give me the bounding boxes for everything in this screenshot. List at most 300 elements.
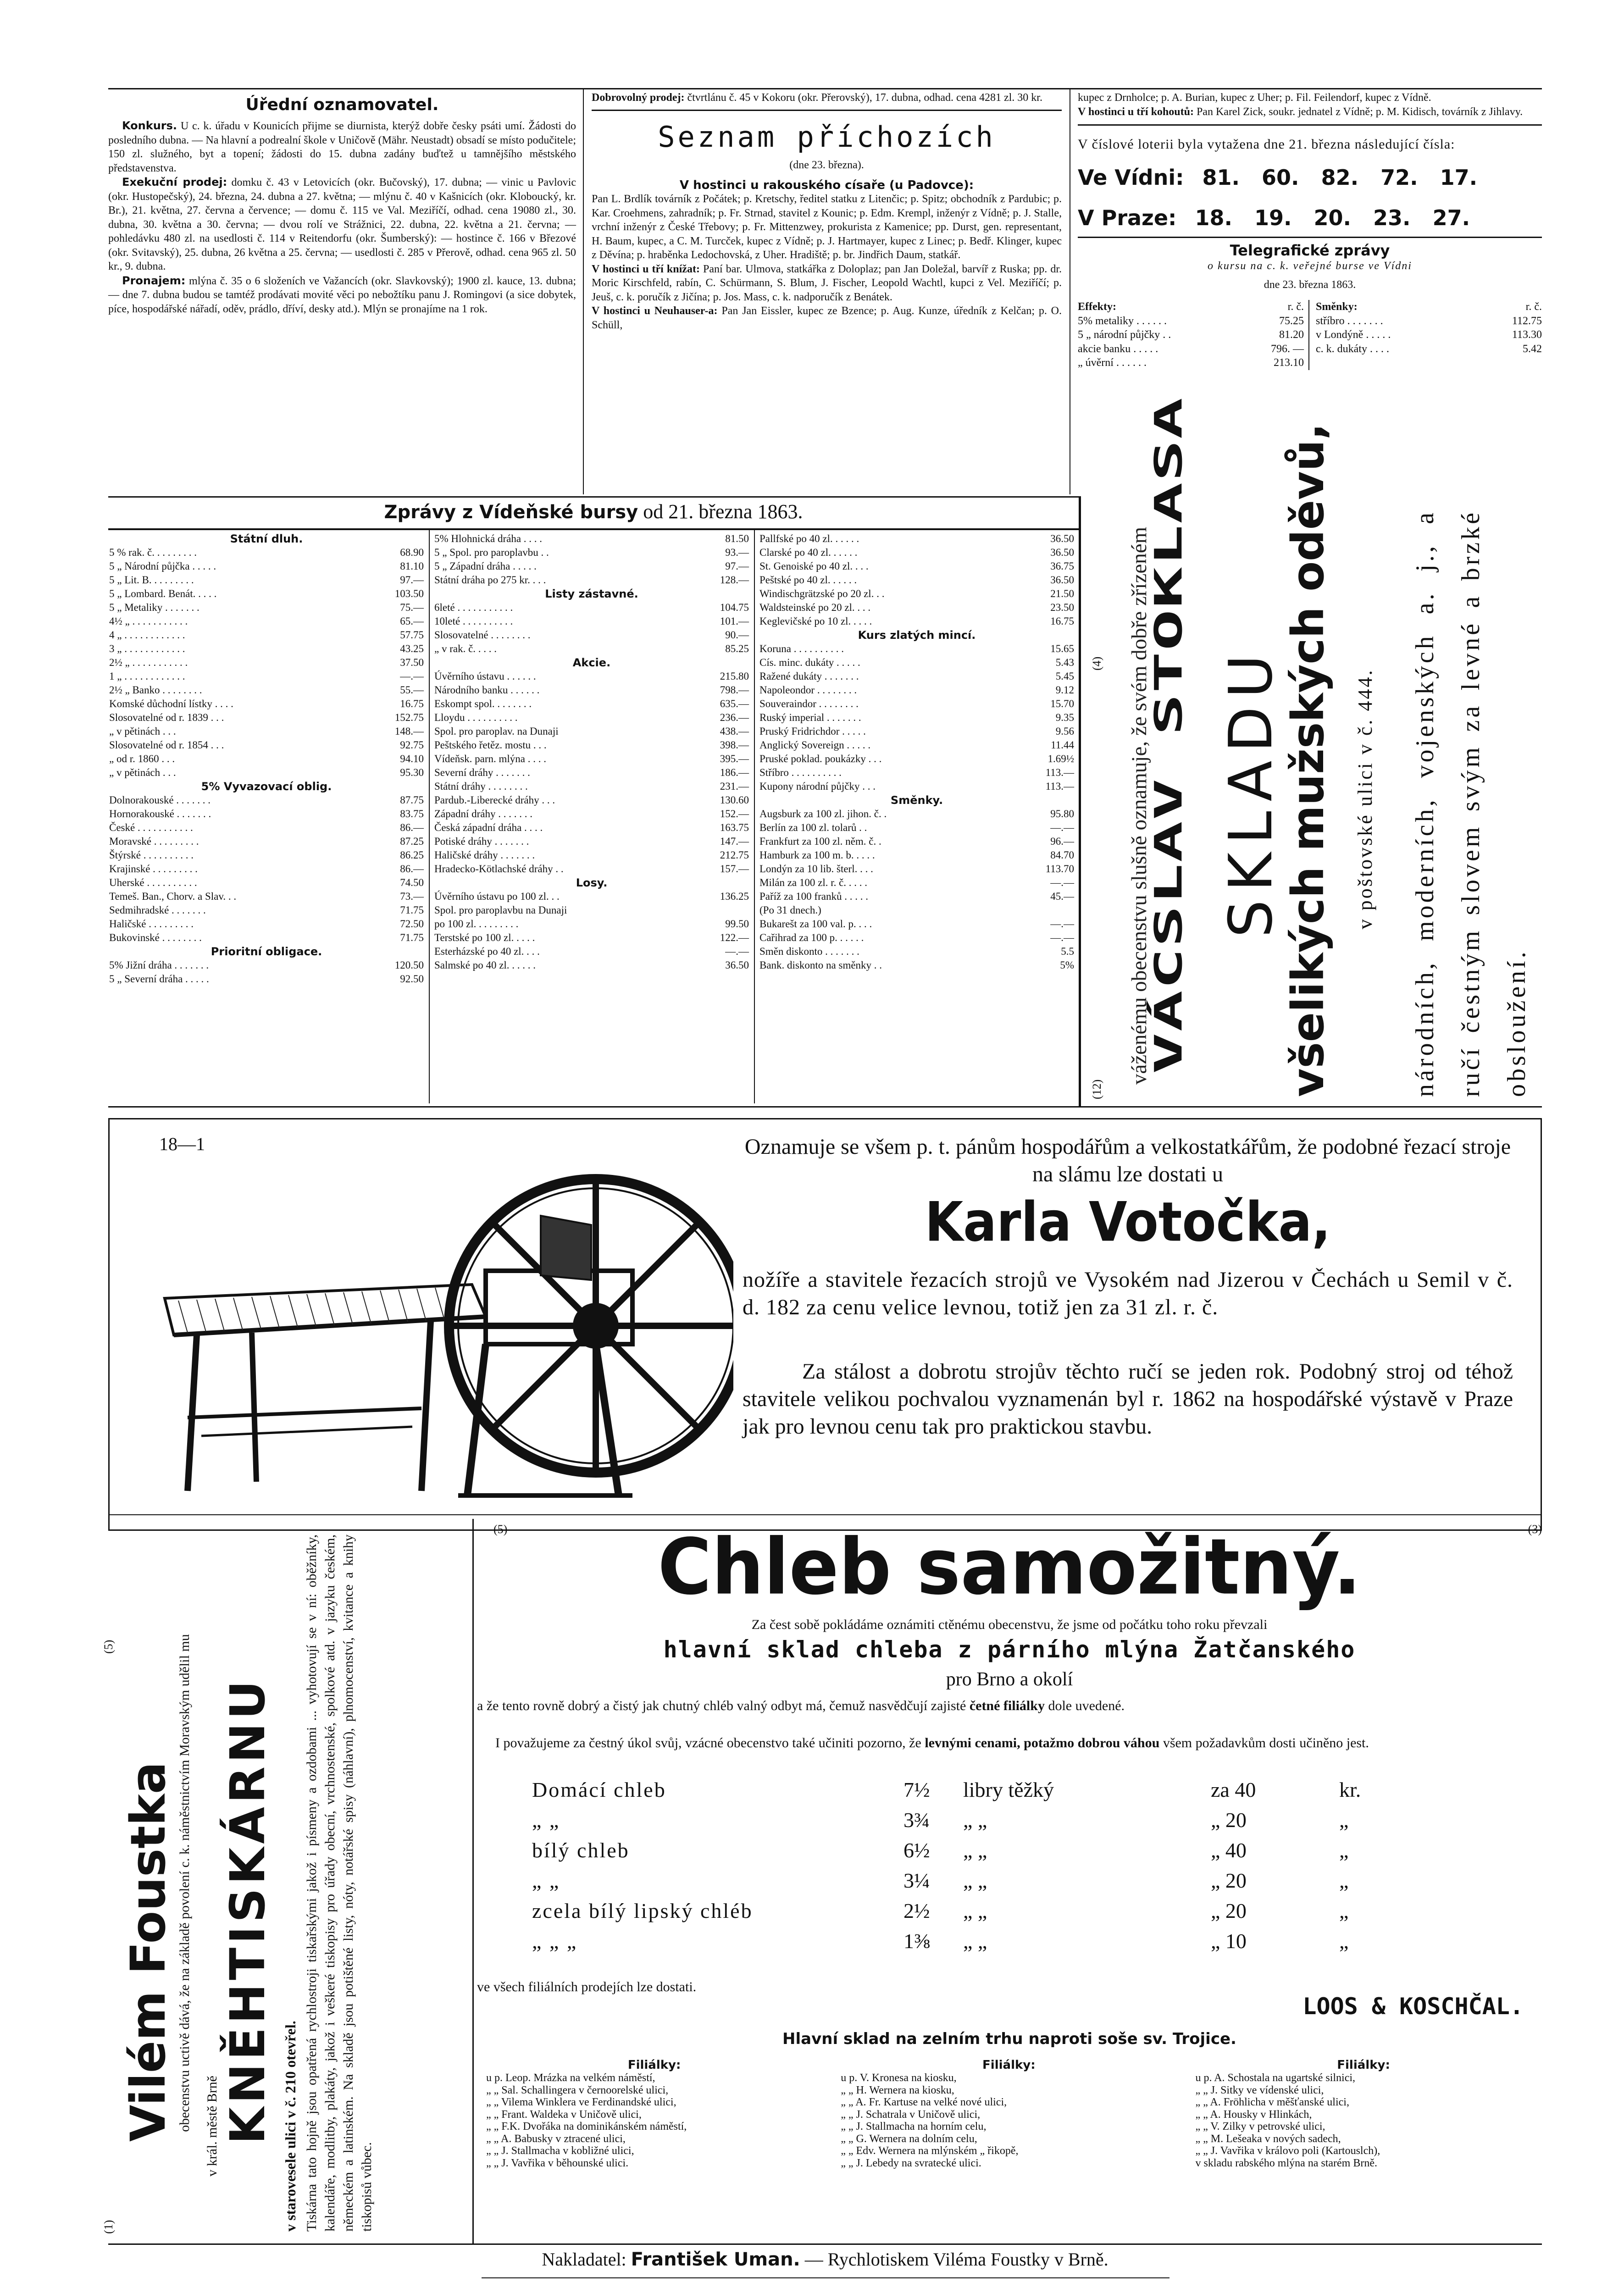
security-price: 16.75	[400, 698, 424, 709]
quote-value: 213.10	[1274, 357, 1304, 369]
price-cur: kr.	[1339, 1778, 1361, 1801]
table-row	[433, 835, 750, 848]
security-price: 163.75	[720, 822, 749, 833]
security-price: —.—	[1050, 932, 1074, 943]
security-name: Úvěrního ústavu . . . . . .	[434, 670, 536, 682]
security-price: 152.—	[720, 808, 749, 820]
stoklasa-address: v poštovské ulici v č. 444.	[1354, 668, 1376, 930]
price-cur: „	[1339, 1869, 1349, 1892]
security-price: 104.75	[720, 602, 749, 613]
price-name: „ „	[532, 1808, 560, 1832]
security-name: Peštského řetěz. mostu . . .	[434, 739, 547, 751]
security-price: 136.25	[720, 891, 749, 902]
security-name: 5 „ Lit. B. . . . . . . . .	[109, 574, 194, 586]
security-name: Spol. pro paroplavbu na Dunaji	[434, 904, 567, 916]
stoklasa-guarantee: národních, moderních, vojenských a. j., a ručí čestným slovem svým za levné a brzké obsloužení.	[1411, 510, 1531, 1097]
branch-item: „ „ J. Schatrala v Uničově ulici,	[841, 2108, 981, 2121]
security-price: 81.10	[400, 560, 424, 572]
price-unit: libry těžký	[963, 1778, 1054, 1801]
security-name: Berlín za 100 zl. tolarů . .	[759, 822, 867, 833]
table-row	[759, 862, 1075, 876]
security-price: 147.—	[720, 836, 749, 847]
security-price: 86.25	[400, 849, 424, 861]
price-qty: 1⅜	[903, 1929, 930, 1953]
security-name: Pruské poklad. poukázky . . .	[759, 753, 882, 764]
branch-item: „ „ V. Zilky v petrovské ulici,	[1195, 2121, 1325, 2132]
table-row	[108, 670, 425, 683]
table-row	[433, 683, 750, 697]
security-name: 5% Jižní dráha . . . . . . .	[109, 959, 209, 971]
table-row	[108, 697, 425, 711]
smenky-title: Směnky:	[1316, 301, 1358, 313]
table-row	[108, 628, 425, 642]
branch-item: u p. Leop. Mrázka na velkém náměstí,	[486, 2072, 655, 2084]
section-title: Losy.	[576, 876, 608, 889]
security-price: 103.50	[394, 588, 424, 599]
rule	[1078, 124, 1542, 126]
table-row	[108, 683, 425, 697]
security-price: 55.—	[400, 684, 424, 696]
table-row	[108, 917, 425, 931]
security-price: 72.50	[400, 918, 424, 930]
security-price: 97.—	[725, 560, 749, 572]
table-row	[759, 931, 1075, 945]
hotel-three-cocks-title: V hostinci u tří kohoutů:	[1078, 105, 1194, 118]
votocek-guarantee: Za stálost a dobrotu strojův těchto ručí se jeden rok. Podobný stroj od téhož stavitele velikou pochvalou vyznamenán byl r. 1862 na hospodářské výstavě v Praze jak pro levnou cenu tak pro praktickou stavbu.	[743, 1359, 1513, 1439]
security-name: Cařihrad za 100 p. . . . . .	[759, 932, 864, 943]
stoklasa-intro: váženému obecenstvu slušně oznamuje, že svém dobře zřízeném	[1127, 526, 1151, 1085]
security-name: 4 „ . . . . . . . . . . . .	[109, 629, 185, 641]
notice-paragraph	[108, 274, 576, 316]
security-price: 97.—	[400, 574, 424, 586]
table-row	[433, 848, 750, 862]
price-unit: „ „	[963, 1869, 987, 1892]
security-price: 87.75	[400, 794, 424, 806]
chleb-region: pro Brno a okolí	[946, 1669, 1073, 1690]
chleb-number-left: (5)	[493, 1523, 508, 1536]
security-name: Česká západní dráha . . . .	[434, 822, 543, 833]
table-section-header	[108, 945, 425, 958]
table-row	[759, 559, 1075, 573]
security-name: Hornorakouské . . . . . . .	[109, 808, 211, 820]
table-section-header	[759, 793, 1075, 807]
price-price: „ 20	[1211, 1808, 1247, 1832]
security-price	[987, 903, 1075, 917]
table-row	[759, 725, 1075, 738]
security-name: Terstské po 100 zl. . . . .	[434, 932, 535, 943]
price-qty: 6½	[903, 1839, 930, 1862]
security-name: Lloydu . . . . . . . . . .	[434, 712, 518, 723]
lottery-vienna	[1078, 165, 1542, 190]
lottery-prague-numbers: 18. 19. 20. 23. 27.	[1195, 205, 1470, 230]
security-name: 5 „ Metaliky . . . . . . .	[109, 602, 200, 613]
security-name: Pardub.-Liberecké dráhy . . .	[434, 794, 555, 806]
voluntary-sale-text: čtvrtlánu č. 45 v Kokoru (okr. Přerovský), 17. dubna, odhad. cena 4281 zl. 30 kr.	[684, 92, 1042, 104]
table-row	[759, 835, 1075, 848]
security-name: (Po 31 dnech.)	[759, 904, 821, 916]
table-row	[108, 725, 425, 738]
table-section-header	[108, 532, 425, 546]
table-row	[759, 876, 1075, 890]
table-row	[433, 752, 750, 766]
table-row	[108, 793, 425, 807]
security-price: 36.50	[725, 959, 749, 971]
branch-item: „ „ A. Housky v Hlinkách,	[1195, 2108, 1312, 2121]
chleb-number-right: (3)	[1528, 1523, 1542, 1536]
security-name: Národního banku . . . . . .	[434, 684, 540, 696]
security-name: po 100 zl. . . . . . . . .	[434, 918, 519, 930]
security-name: Slosovatelné od r. 1839 . . .	[109, 712, 224, 723]
section-title: Kurs zlatých mincí.	[858, 629, 976, 642]
telegraph-date: dne 23. března 1863.	[1264, 278, 1356, 291]
security-name: Clarské po 40 zl. . . . . .	[759, 547, 858, 558]
branch-item: „ „ Frant. Waldeka v Uničově ulici,	[486, 2108, 642, 2121]
security-name: Haličské dráhy . . . . . . .	[434, 849, 535, 861]
branches-col-1	[477, 2058, 831, 2169]
section-title: Listy zástavné.	[545, 587, 638, 600]
branches-title-1: Filiálky:	[627, 2058, 681, 2072]
table-row	[433, 780, 750, 793]
security-price: 75.—	[400, 602, 424, 613]
column-rule	[472, 1519, 474, 2243]
security-price: 152.75	[394, 712, 424, 723]
chleb-ad	[477, 1521, 1542, 2245]
quote-value: 112.75	[1512, 315, 1542, 327]
security-price: —.—	[1050, 918, 1074, 930]
lottery-prague	[1078, 205, 1542, 230]
table-row	[759, 697, 1075, 711]
table-section-header	[433, 656, 750, 670]
security-name: 1 „ . . . . . . . . . . . .	[109, 670, 185, 682]
table-row	[433, 903, 750, 917]
security-price: 5%	[1060, 959, 1074, 971]
branch-item: „ „ J. Vavřika v běhounské ulici.	[486, 2157, 629, 2169]
foustka-intro: obecenstvu uctivě dává, že na základě povolení c. k. náměstnictvím Moravským udělil mu	[177, 1634, 192, 2132]
security-price: 122.—	[720, 932, 749, 943]
bursa-column-b	[433, 532, 750, 972]
price-name: bílý chleb	[532, 1839, 630, 1862]
official-notices-body	[108, 119, 576, 316]
chleb-main-store: Hlavní sklad na zelním trhu naproti soše sv. Trojice.	[782, 2030, 1236, 2048]
security-name: Ruský imperial . . . . . . .	[759, 712, 861, 723]
chleb-intro: Za čest sobě pokládáme oznámiti ctěnému obecenstvu, že jsme od počátku toho roku převzali	[751, 1617, 1268, 1632]
security-price: 113.70	[1045, 863, 1074, 875]
price-price: „ 20	[1211, 1899, 1247, 1922]
foustka-name: Vilém Foustka	[120, 1761, 176, 2142]
security-price: 128.—	[720, 574, 749, 586]
security-price: 94.10	[400, 753, 424, 764]
section-title: Státní dluh.	[230, 532, 303, 545]
security-name: Haličské . . . . . . . . .	[109, 918, 194, 930]
security-price: 95.80	[1050, 808, 1074, 820]
arrivals-column	[592, 91, 1062, 332]
security-price: 92.75	[400, 739, 424, 751]
table-row	[108, 546, 425, 559]
price-price: „ 40	[1211, 1839, 1247, 1862]
smenky-table	[1309, 300, 1542, 370]
branch-item: „ „ J. Stallmacha na horním celu,	[841, 2121, 987, 2132]
security-price: 130.60	[720, 794, 749, 806]
security-price: 23.50	[1050, 602, 1074, 613]
table-row	[108, 573, 425, 587]
foustka-body: Tiskárna tato hojně jsou opatřená rychlostroji tiskařskými jakož i písmeny a ozdobami ... vyhotovují se v ní: oběžníky, kalendáře, modlitby, plakáty, jakož i veškeré tiskopisy pro úřady obecní, vrchnostenské, spolkové atd. v jazyku českém, německém a latinském. Na skladě jsou potištěné listy, nóty, notářské spisy (náhlavní), plnomocenství, kvitance a knihy tiskopisů vůbec.	[304, 1534, 374, 2232]
publisher-label: Nakladatel:	[542, 2249, 631, 2270]
price-name: „ „	[532, 1869, 560, 1892]
security-name: Peštské po 40 zl. . . . . .	[759, 574, 857, 586]
table-row	[108, 642, 425, 656]
security-name: Esterházské po 40 zl. . . .	[434, 946, 540, 957]
table-row	[759, 752, 1075, 766]
security-name: Slosovatelné od r. 1854 . . .	[109, 739, 224, 751]
price-qty: 7½	[903, 1778, 930, 1801]
price-cur: „	[1339, 1899, 1349, 1922]
chleb-p1-bold: četné filiálky	[969, 1698, 1045, 1713]
security-name: Státní dráhy . . . . . . . .	[434, 781, 528, 792]
table-row	[759, 903, 1075, 917]
bursa-column-a	[108, 532, 425, 986]
price-cur: „	[1339, 1839, 1349, 1862]
chleb-warehouse: hlavní sklad chleba z párního mlýna Žatčanského	[663, 1636, 1356, 1663]
telegraph-subtitle: o kursu na c. k. veřejné burse ve Vídni	[1208, 260, 1412, 272]
security-price: 1.69½	[1048, 753, 1074, 764]
table-row	[433, 821, 750, 835]
chleb-paragraph-2	[477, 1734, 1523, 1752]
notice-paragraph	[108, 175, 576, 274]
branch-item: „ „ F.K. Dvořáka na dominikánském náměstí,	[486, 2121, 687, 2132]
table-row	[759, 532, 1075, 546]
table-row	[759, 821, 1075, 835]
column-rule	[583, 89, 584, 494]
branch-item: „ „ G. Wernera na dolním celu,	[841, 2132, 977, 2145]
rule	[108, 1106, 1542, 1108]
security-name: 5 „ Spol. pro paroplavbu . .	[434, 547, 549, 558]
security-name: St. Genoiské po 40 zl. . . .	[759, 560, 869, 572]
branch-item: „ „ J. Sitky ve vídenské ulici,	[1195, 2084, 1324, 2096]
chleb-p2-end: všem požadavkům dosti učiněno jest.	[1159, 1735, 1369, 1750]
security-name: České . . . . . . . . . . .	[109, 822, 193, 833]
branch-item: u p. A. Schostala na ugartské silnici,	[1195, 2072, 1356, 2084]
security-price: 36.75	[1050, 560, 1074, 572]
security-price: 87.25	[400, 836, 424, 847]
security-price: 157.—	[720, 863, 749, 875]
security-price: 212.75	[720, 849, 749, 861]
table-row	[759, 738, 1075, 752]
security-price: 5.45	[1055, 670, 1074, 682]
security-name: Komské důchodní lístky . . . .	[109, 698, 233, 709]
security-price: 11.44	[1051, 739, 1074, 751]
table-row	[433, 807, 750, 821]
quote-row	[1078, 328, 1304, 342]
table-row	[759, 890, 1075, 903]
security-price: 73.—	[400, 891, 424, 902]
security-price: 395.—	[720, 753, 749, 764]
table-row	[108, 972, 425, 986]
security-name: Pruský Fridrichdor . . . . .	[759, 726, 866, 737]
hotel-neuhauser-guests: Pan Jan Eissler, kupec ze Bzence; p. Aug. Kunze, úředník z Kelčan; p. O. Schüll,	[592, 305, 1062, 331]
price-qty: 3¾	[903, 1808, 930, 1832]
security-price: 21.50	[1050, 588, 1074, 599]
table-row	[108, 931, 425, 945]
table-row	[433, 766, 750, 780]
publisher-line	[108, 2249, 1542, 2270]
security-price: 93.—	[725, 547, 749, 558]
chleb-branches	[477, 2058, 1542, 2169]
security-price: 215.80	[720, 670, 749, 682]
official-notices-column	[108, 92, 576, 316]
stoklasa-clothing: všelikých mužských oděvů,	[1282, 423, 1334, 1097]
table-row	[108, 821, 425, 835]
price-price: „ 10	[1211, 1929, 1247, 1953]
table-row	[759, 615, 1075, 628]
notice-lead: Pronajem:	[122, 274, 186, 287]
security-price: 57.75	[400, 629, 424, 641]
quote-value: 5.42	[1523, 343, 1542, 355]
table-row	[433, 862, 750, 876]
security-name: 5 „ Lombard. Benát. . . . .	[109, 588, 217, 599]
table-row	[759, 945, 1075, 958]
table-row	[759, 601, 1075, 615]
security-name: 5 „ Národní půjčka . . . . .	[109, 560, 216, 572]
straw-cutter-illustration	[137, 1161, 733, 1509]
telegraph-title: Telegrafické zprávy	[1230, 242, 1390, 259]
table-section-header	[433, 587, 750, 601]
table-row	[433, 573, 750, 587]
notice-paragraph	[108, 119, 576, 175]
table-row	[759, 958, 1075, 972]
table-row	[108, 890, 425, 903]
official-notices-title: Úřední oznamovatel.	[245, 95, 439, 114]
security-name: Vídeňsk. parn. mlýna . . . .	[434, 753, 547, 764]
table-row	[759, 766, 1075, 780]
lottery-intro: V číslové loterii byla vytažena dne 21. března následující čísla:	[1078, 137, 1455, 152]
printer-info: — Rychlotiskem Viléma Foustky v Brně.	[800, 2249, 1109, 2270]
voluntary-sale-lead: Dobrovolný prodej:	[592, 92, 685, 104]
security-name: 2½ „ . . . . . . . . . . .	[109, 657, 188, 668]
branch-item: „ „ J. Lebedy na svratecké ulici.	[841, 2157, 981, 2169]
votocek-details: nožíře a stavitele řezacích strojů ve Vysokém nad Jizerou v Čechách u Semil v č. d. 182 za cenu velice levnou, totiž jen za 31 zl. r. č.	[743, 1268, 1513, 1319]
security-name: Dolnorakouské . . . . . . .	[109, 794, 211, 806]
security-name: Kupony národní půjčky . . .	[759, 781, 876, 792]
quote-value: 113.30	[1512, 329, 1542, 341]
security-name: Augsburk za 100 zl. jihon. č. .	[759, 808, 887, 820]
table-row	[433, 546, 750, 559]
publisher-name: František Uman.	[631, 2249, 800, 2270]
table-row	[433, 945, 750, 958]
security-name: Salmské po 40 zl. . . . . .	[434, 959, 536, 971]
chleb-p2-bold: levnými cenami, potažmo dobrou váhou	[925, 1735, 1160, 1750]
table-row	[433, 697, 750, 711]
security-name: Západní dráhy . . . . . . .	[434, 808, 532, 820]
security-name: Eskompt spol. . . . . . . .	[434, 698, 532, 709]
quote-name: akcie banku . . . . .	[1078, 343, 1158, 355]
security-price: 68.90	[400, 547, 424, 558]
security-name: Krajinské . . . . . . . . .	[109, 863, 198, 875]
rule	[108, 496, 1079, 498]
hotel-three-cocks-guests: Pan Karel Zick, soukr. jednatel z Vídně; p. M. Kidisch, továrník z Jihlavy.	[1193, 105, 1523, 118]
table-row	[433, 711, 750, 725]
branch-item: „ „ A. Babusky v ztracené ulici,	[486, 2132, 626, 2145]
security-price: 83.75	[400, 808, 424, 820]
security-name: Bank. diskonto na směnky . .	[759, 959, 882, 971]
quote-row	[1316, 342, 1542, 356]
security-price: 15.70	[1050, 698, 1074, 709]
chleb-paragraph-1	[477, 1697, 1523, 1715]
security-name: Severní dráhy . . . . . . .	[434, 767, 530, 778]
rule	[592, 110, 1062, 111]
security-price: 120.50	[394, 959, 424, 971]
stock-exchange-date: od 21. března 1863.	[643, 500, 803, 523]
security-name: Slosovatelné . . . . . . . .	[434, 629, 531, 641]
table-row	[433, 738, 750, 752]
effekty-table	[1078, 300, 1309, 370]
table-row	[108, 807, 425, 821]
arrivals-date: (dne 23. března).	[789, 159, 864, 171]
price-price: za 40	[1211, 1778, 1256, 1801]
votocek-ad	[108, 1118, 1542, 1531]
security-name: Koruna . . . . . . . . . .	[759, 643, 844, 654]
price-name: „ „ „	[532, 1929, 578, 1953]
chleb-p2-text: I považujeme za čestný úkol svůj, vzácné obecenstvo také učiniti pozorno, že	[495, 1735, 925, 1750]
branch-item: „ „ M. Lešeaka v nových sadech,	[1195, 2132, 1341, 2145]
table-row	[433, 725, 750, 738]
branches-col-3	[1186, 2058, 1541, 2169]
security-price: —.—	[1050, 822, 1074, 833]
votocek-intro: Oznamuje se všem p. t. pánům hospodářům a velkostatkářům, že podobné řezací stroje na slámu lze dostati u	[744, 1135, 1511, 1186]
foustka-number-bottom: (1)	[102, 2220, 115, 2234]
notice-lead: Konkurs.	[122, 119, 177, 132]
table-row	[108, 711, 425, 725]
security-name: Milán za 100 zl. r. č. . . . .	[759, 877, 868, 888]
security-price: 16.75	[1050, 615, 1074, 627]
security-price: 96.—	[1050, 836, 1074, 847]
security-name: Bukarešt za 100 val. p. . . .	[759, 918, 872, 930]
price-price: „ 20	[1211, 1869, 1247, 1892]
security-price: 43.25	[400, 643, 424, 654]
section-title: Prioritní obligace.	[211, 945, 322, 958]
security-price: 113.—	[1045, 767, 1074, 778]
quote-value: 75.25	[1279, 315, 1304, 327]
table-row	[108, 766, 425, 780]
security-price: 635.—	[720, 698, 749, 709]
security-name: 4½ „ . . . . . . . . . . .	[109, 615, 188, 627]
table-section-header	[108, 780, 425, 793]
security-price: 95.30	[400, 767, 424, 778]
hotel-neuhauser	[592, 304, 1062, 332]
price-unit: „ „	[963, 1839, 987, 1862]
quote-row	[1078, 356, 1304, 370]
hotel-neuhauser-title: V hostinci u Neuhauser-a:	[592, 305, 718, 317]
security-price: 9.35	[1055, 712, 1074, 723]
foustka-printing-house: KNĚHTISKÁRNU	[220, 1677, 276, 2144]
quote-value: 81.20	[1279, 329, 1304, 341]
security-price: —.—	[725, 946, 749, 957]
security-name: Moravské . . . . . . . . .	[109, 836, 199, 847]
foustka-address: v starovesele ulici v č. 210 otevřel.	[282, 2021, 299, 2232]
quote-row	[1078, 342, 1304, 356]
security-price: 36.50	[1050, 533, 1074, 544]
notice-text: domku č. 43 v Letovicích (okr. Bučovský), 17. dubna; — vinic u Pavlovic (okr. Hustopečský), 24. března, 24. dubna a 27. května; — mlýnu č. 40 v Kašnicích (okr. Kloboucký, kr. Br.), 21. května, 27. června a července; — domu č. 115 ve Val. Meziříčí, odhad. cena 19080 zl., 30. dubna, 30. května a 30. června; — dvou rolí ve Strážnici, 22. dubna, 22. května a 21. června; — pohledávku 480 zl. na usedlosti č. 114 v Reitendorfu (okr. Šumberský): — hostince č. 166 v Březové (okr. Svitavský), 25. dubna, 26 května a 25. června; — usedlosti č. 285 v Přerově, odhad. cena 965 zl. 50 kr., 9. dubna.	[108, 177, 576, 272]
price-unit: „ „	[963, 1929, 987, 1953]
table-row	[759, 573, 1075, 587]
security-name: 2½ „ Banko . . . . . . . .	[109, 684, 202, 696]
security-name: Cís. minc. dukáty . . . . .	[759, 657, 860, 668]
branch-item: „ „ A. Fr. Kartuse na velké nové ulici,	[841, 2096, 1007, 2108]
security-name: „ v pětinách . . .	[109, 726, 176, 737]
section-title: Směnky.	[890, 794, 943, 807]
rule	[1078, 237, 1542, 238]
table-row	[433, 642, 750, 656]
branch-item: „ „ A. Fröhlicha v měšťanské ulici,	[1195, 2096, 1349, 2108]
